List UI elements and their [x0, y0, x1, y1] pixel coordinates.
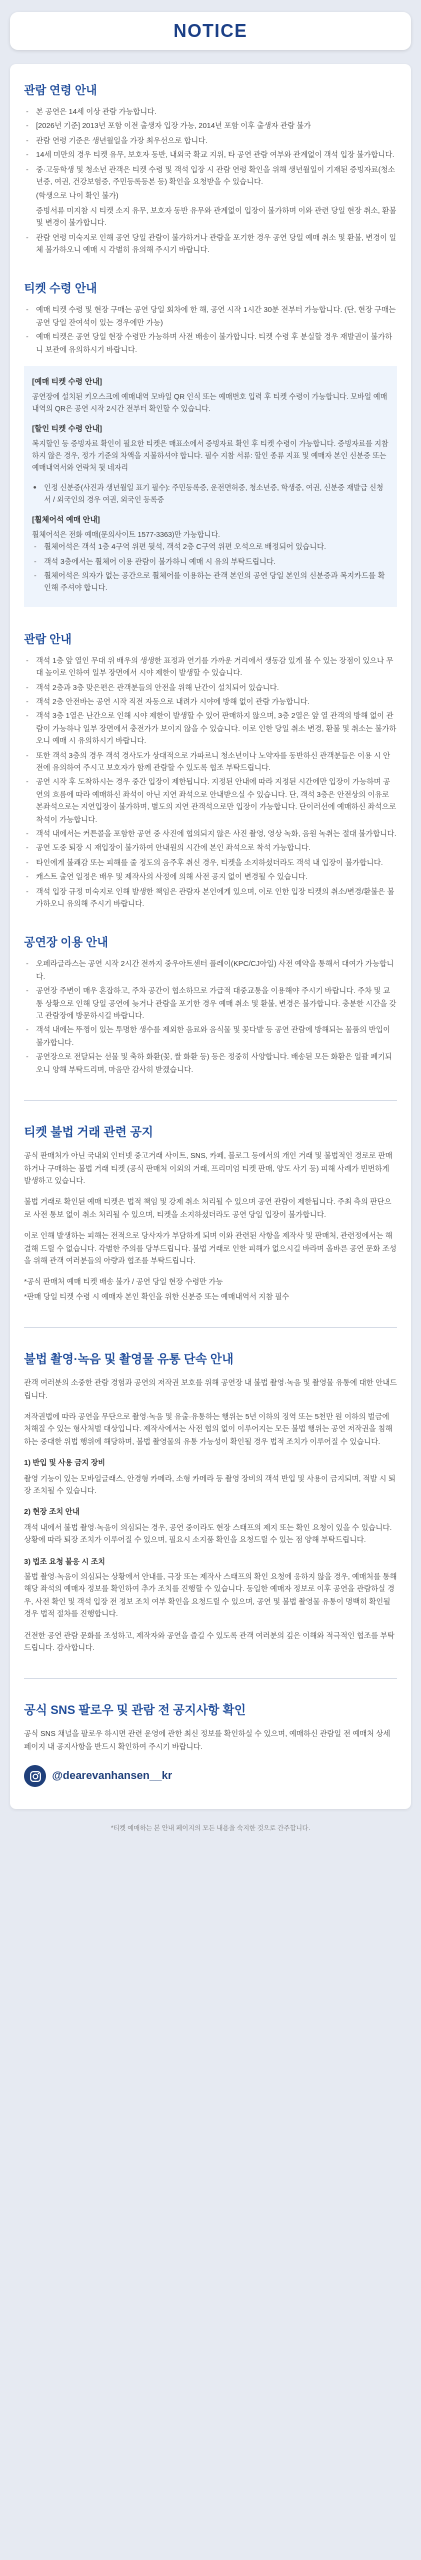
ticket-box-heading: [예매 티켓 수령 안내]: [32, 377, 103, 387]
list-item: - 관람 연령 미숙지로 인해 공연 당일 관람이 불가하거나 관람을 포기한 경우 공연 당일 예매 취소 및 환불, 변경이 일체 불가하오니 예매 시 각별히 유의해 주시기 바랍니다.: [24, 232, 397, 257]
section-viewing: [24, 631, 397, 911]
sns-handle[interactable]: @dearevanhansen__kr: [52, 1770, 173, 1783]
list-item: - 객석 입장 규정 미숙지로 인해 발생한 책임은 관람자 본인에게 있으며, 이로 인한 입장 티켓의 취소/변경/환불은 불가하오니 유의해 주시기 바랍니다.: [24, 886, 397, 911]
ticket-box-heading: [휠체어석 예매 안내]: [32, 515, 100, 525]
list-item: - 객석 3층 1열은 난간으로 인해 시야 제한이 발생할 수 있어 판매하지 않으며, 3층 2열은 앞 열 관객의 방해 없이 관람이 가능하나 일부 장면에서 충전가가 보이지 않을 수 있습니다. 이로 인한 당일 취소 변경, 환불 및 취소는 불가하오니 예매 시 유의하시기 바랍니다.: [24, 710, 397, 747]
sns-text: 공식 SNS 채널을 팔로우 하시면 관련 운영에 관한 최신 정보를 확인하실 수 있으며, 예매하신 관람일 전 예매처 상세페이지 내 공지사항을 반드시 확인하여 주시기 바랍니다.: [24, 1729, 391, 1751]
list-item: - [2026년 기준] 2013년 포함 이전 출생자 입장 가능, 2014년 포함 이후 출생자 관람 불가: [24, 120, 397, 132]
section-venue-title: 공연장 이용 안내: [24, 937, 109, 950]
section-recording-title: 불법 촬영·녹음 및 촬영물 유통 단속 안내: [24, 1352, 234, 1367]
section-viewing-title: 관람 안내: [24, 633, 72, 646]
list-item: - 객석 내에는 뚜껑이 있는 투명한 생수를 제외한 음료와 음식물 및 꽃다발 등 공연 관람에 방해되는 물품의 반입이 불가합니다.: [24, 1024, 397, 1049]
list-item: - 본 공연은 14세 이상 관람 가능합니다.: [24, 106, 397, 118]
venue-list: [24, 958, 397, 1076]
ticket-box-text: 휠체어석은 전화 예매(문의사이트 1577-3363)만 가능합니다.: [32, 530, 221, 540]
list-item: - 객석 3층에서는 휠체어 이용 관람이 불가하니 예매 시 유의 부탁드립니다.: [32, 556, 389, 568]
section-divider: [24, 1678, 397, 1679]
recording-closing: 건전한 공연 관람 문화를 조성하고, 제작자와 공연을 즐길 수 있도록 관객 여러분의 깊은 이해와 적극적인 협조를 부탁드립니다. 감사합니다.: [24, 1630, 395, 1653]
sns-link[interactable]: [24, 1765, 397, 1787]
list-item: - 휠체어석은 객석 1층 4구역 위편 뒷석, 객석 2층 C구역 위편 오석으로 배정되어 있습니다.: [32, 541, 389, 553]
recording-law: 저작권법에 따라 공연을 무단으로 촬영·녹음 및 유출·유통하는 행위는 5년 이하의 징역 또는 5천만 원 이하의 벌금에 처해질 수 있는 형사처벌 대상입니다. 제작사에서는 사전 협의 없이 이루어지는 모든 불법 행위는 공연 저작권을 침해하는 중대한 위법 행위에 해당하며, 불법 촬영물의 유통 가능성이 확인될 경우 법적 조치가 이루어질 수 있습니다.: [24, 1411, 393, 1446]
recording-text: 불법 촬영·녹음이 의심되는 상황에서 안내를, 극장 또는 제작사 스태프의 확인 요청에 응하지 않을 경우, 예매처를 통해 해당 좌석의 예매자 정보를 확인하여 추가 조치를 진행할 수 있습니다. 동일한 예매자 정보로 이후 공연을 관람하실 경우, 사전 확인 및 객석 입장 전 정보 조치 여부 확인을 요청드릴 수 있으며, 공연 및 불법 촬영물 유통이 명백히 확인될 경우 법적 절차를 진행합니다.: [24, 1572, 397, 1619]
viewing-list: [24, 655, 397, 911]
list-item: - 또한 객석 3층의 경우 객석 경사도가 상대적으로 가파르니 청소년이나 노약자를 동반하신 관객분들은 이용 시 안전에 유의하여 주시고 보호자가 함께 관람할 수 있도록 협조 부탁드립니다.: [24, 750, 397, 775]
age-list: [24, 106, 397, 188]
notice-title: NOTICE: [173, 20, 248, 41]
notice-card: [10, 64, 411, 1809]
ticket-box-text: 복지할인 등 증빙자료 확인이 필요한 티켓은 매표소에서 증빙자료 확인 후 티켓 수령이 가능합니다. 증빙자료를 지참하지 않은 경우, 정가 기준의 차액을 지불하셔야 합니다. 필수 지참 서류: 할인 종류 지표 및 예매자 본인 신분증 또는 예매내역서와 연락처 뒷 네자리: [32, 439, 389, 473]
age-list-last: [24, 232, 397, 257]
section-age-title: 관람 연령 안내: [24, 85, 98, 97]
list-item: - 공연장 주변이 매우 혼잡하고, 주차 공간이 협소하므로 가급적 대중교통을 이용해야 주시기 바랍니다. 주차 및 교통 상황으로 인해 당일 공연에 늦거나 관람을 포기한 경우 예매 취소 및 환불, 변경은 불가합니다. 충분한 시간을 갖고 관람장에 방문하시길 바랍니다.: [24, 985, 397, 1022]
section-divider: [24, 1327, 397, 1328]
recording-intro: 관객 여러분의 소중한 관람 경험과 공연의 저작권 보호를 위해 공연장 내 불법 촬영·녹음 및 촬영물 유통에 대한 안내드립니다.: [24, 1378, 397, 1400]
trade-paragraph: 불법 거래로 확인된 예매 티켓은 법적 책임 및 강제 취소 처리될 수 있으며 공연 관람이 제한됩니다. 주최 측의 판단으로 사전 통보 없이 취소 처리될 수 있으며, 티켓을 소지하셨더라도 공연 당일 입장이 불가합니다.: [24, 1197, 392, 1219]
wheelchair-list: [32, 541, 389, 595]
ticket-info-box: [24, 366, 397, 607]
list-item: - 공연 도중 퇴장 시 재입장이 불가하여 안내원의 시간에 본인 좌석으로 착석 가능합니다.: [24, 842, 397, 854]
section-ticket-title: 티켓 수령 안내: [24, 283, 98, 296]
list-item: - 객석 2층 안전바는 공연 시작 직전 자동으로 내려가 시야에 방해 없이 관람 가능합니다.: [24, 696, 397, 708]
age-note-2: 증빙서류 미지참 시 티켓 소지 유무, 보호자 동반 유무와 관계없이 입장이 불가하며 이와 관련 당일 현장 취소, 환불 및 변경이 불가합니다.: [36, 205, 397, 228]
list-item: - 캐스트 출연 일정은 배우 및 제작사의 사정에 의해 사전 공지 없이 변경될 수 있습니다.: [24, 871, 397, 883]
list-item: - 예매 티켓은 공연 당일 현장 수령만 가능하며 사전 배송이 불가합니다. 티켓 수령 후 분실할 경우 재발권이 불가하니 보관에 유의하시기 바랍니다.: [24, 331, 397, 356]
section-age: [24, 82, 397, 256]
trade-paragraph: 공식 판매처가 아닌 국내외 인터넷 중고거래 사이트, SNS, 카페, 블로그 등에서의 개인 거래 및 불법적인 경로로 판매하거나 구매하는 불법 거래 티켓 (공식 판매처 이외의 거래, 프리미엄 티켓 판매, 양도 사기 등) 피해 사례가 빈번하게 발생하고 있습니다.: [24, 1151, 393, 1185]
recording-sub-heading: 1) 반입 및 사용 금지 장비: [24, 1458, 106, 1468]
list-item: - 타인에게 불쾌감 또는 피해를 줄 정도의 음주후 취신 경우, 티켓을 소지하셨더라도 객석 내 입장이 불가합니다.: [24, 857, 397, 869]
ticket-box-heading: [할인 티켓 수령 안내]: [32, 424, 103, 434]
section-ticket: [24, 280, 397, 606]
age-note-1: (학생으로 나이 확인 불가): [36, 191, 119, 201]
list-item: - 오페라글라스는 공연 시작 2시간 전까지 중우아트센터 플레이(KPC/CJ아일) 사전 예약을 통해서 대여가 가능합니다.: [24, 958, 397, 983]
list-item: - 14세 미만의 경우 티켓 유무, 보호자 동반, 내외국 확교 지위, 타 공연 관람 여부와 관계없이 객석 입장 불가합니다.: [24, 149, 397, 161]
section-divider: [24, 1100, 397, 1101]
ticket-box-text: 공연장에 설치된 키오스크에 예매내역 모바일 QR 인식 또는 예매번호 입력 후 티켓 수령이 가능합니다. 모바일 예매내역의 QR은 공연 시작 2시간 전부터 확인할 수 있습니다.: [32, 392, 388, 414]
list-item: - 관람 연령 기준은 생년월일을 가장 최우선으로 합니다.: [24, 135, 397, 147]
trade-note: *판매 당일 티켓 수령 시 예매자 본인 확인을 위한 신분증 또는 예매내역서 지참 필수: [24, 1291, 290, 1301]
section-illegal-trade-title: 티켓 불법 거래 관련 공지: [24, 1125, 154, 1140]
footer-note: *티켓 예매하는 본 안내 페이지의 모든 내용을 숙지한 것으로 간주합니다.: [110, 1825, 311, 1833]
list-item: - 객석 내에서는 커튼콜을 포함한 공연 중 사진에 협의되지 않은 사진 촬영, 영상 녹화, 음원 녹취는 절대 불가합니다.: [24, 828, 397, 840]
recording-text: 촬영 기능이 있는 모바일글래스, 안경형 카메라, 소형 카메라 등 촬영 장비의 객석 반입 및 사용이 금지되며, 적발 시 퇴장 조치될 수 있습니다.: [24, 1473, 396, 1495]
list-item: - 중·고등학생 및 청소년 관객은 티켓 수령 및 객석 입장 시 관람 연령 확인을 위해 생년월일이 기재된 증빙자료(청소년증, 여권, 건강보험증, 주민등록등본 등) 확인을 요청받을 수 있습니다.: [24, 164, 397, 189]
list-item: - 공연 시작 후 도착하시는 경우 중간 입장이 제한됩니다. 지정된 안내에 따라 지정된 시간에만 입장이 가능하며 공연의 흐름에 따라 예매하신 좌석이 아닌 지연 좌석으로 안내받으실 수 있습니다. 단, 객석 3층은 안전상의 이유로 본좌석으로는 지연입장이 불가하며, 별도의 지연 관객석으로만 입장이 가능합니다. 단이러선에 예매하신 좌석으로 착석이 가능합니다.: [24, 776, 397, 826]
trade-note: *공식 판매처 예매 티켓 배송 불가 / 공연 당일 현장 수령만 가능: [24, 1277, 223, 1287]
list-item: - 객석 2층과 3층 맞은편은 관객분들의 안전을 위해 난간이 설치되어 있습니다.: [24, 682, 397, 694]
instagram-icon[interactable]: [24, 1765, 46, 1787]
list-item: - 예매 티켓 수령 및 현장 구매는 공연 당일 회차에 한 해, 공연 시작 1시간 30분 전부터 가능합니다. (단, 현장 구매는 공연 당일 잔여석이 있는 경우에만 가능): [24, 304, 397, 329]
ticket-list: [24, 304, 397, 356]
list-item: - 객석 1층 앞 열인 무대 위 배우의 생생한 표정과 연기를 가까운 거리에서 생동감 있게 볼 수 있는 장점이 있으나 무대 높이로 인하여 일부 장면에서 시야 제한이 발생할 수 있습니다.: [24, 655, 397, 680]
recording-sub-heading: 3) 법조 요청 불응 시 조치: [24, 1556, 106, 1566]
notice-header: [10, 12, 411, 50]
id-requirements: ● 인정 신분증(사진과 생년월일 표기 필수): 주민등록증, 운전면허증, 청소년증, 학생증, 여권, 신분증 재발급 신청서 / 외국인의 경우 여권, 외국인 등록증: [32, 482, 389, 506]
section-sns-title: 공식 SNS 팔로우 및 관람 전 공지사항 확인: [24, 1703, 246, 1718]
section-recording: [24, 1350, 397, 1654]
section-illegal-trade: [24, 1123, 397, 1303]
recording-sub-heading: 2) 현장 조치 안내: [24, 1507, 80, 1517]
list-item: - 공연장으로 전달되는 선물 및 축하 화환(꽃, 쌀 화환 등) 등은 정중히 사양합니다. 배송된 모든 화환은 일괄 폐기되오니 양해 부탁드리며, 마음만 감사히 받겠습니다.: [24, 1051, 397, 1076]
recording-text: 객석 내에서 불법 촬영·녹음이 의심되는 경우, 공연 중이라도 현장 스태프의 제지 또는 확인 요청이 있을 수 있습니다. 상황에 따라 퇴장 조치가 이루어질 수 있으며, 필요시 소지품 확인을 요청드릴 수 있는 점 양해 부탁드립니다.: [24, 1522, 392, 1545]
list-item: - 휠체어석은 의자가 없는 공간으로 휠체어를 이용하는 관객 본인의 공연 당일 본인의 신분증과 복지카드를 확인해 주셔야 합니다.: [32, 570, 389, 595]
section-sns: [24, 1701, 397, 1787]
trade-paragraph: 이로 인해 발생하는 피해는 전적으로 당사자가 부담하게 되며 이와 관련된 사항을 제작사 및 판매처, 관련정에서는 해결해 드릴 수 없습니다. 각별한 주의를 당부드립니다. 불법 거래로 인한 피해가 없으시길 바라며 올바른 공연 문화 조성을 위해 관객 여러분들의 아량과 협조를 부탁드립니다.: [24, 1231, 397, 1265]
section-venue: [24, 934, 397, 1076]
